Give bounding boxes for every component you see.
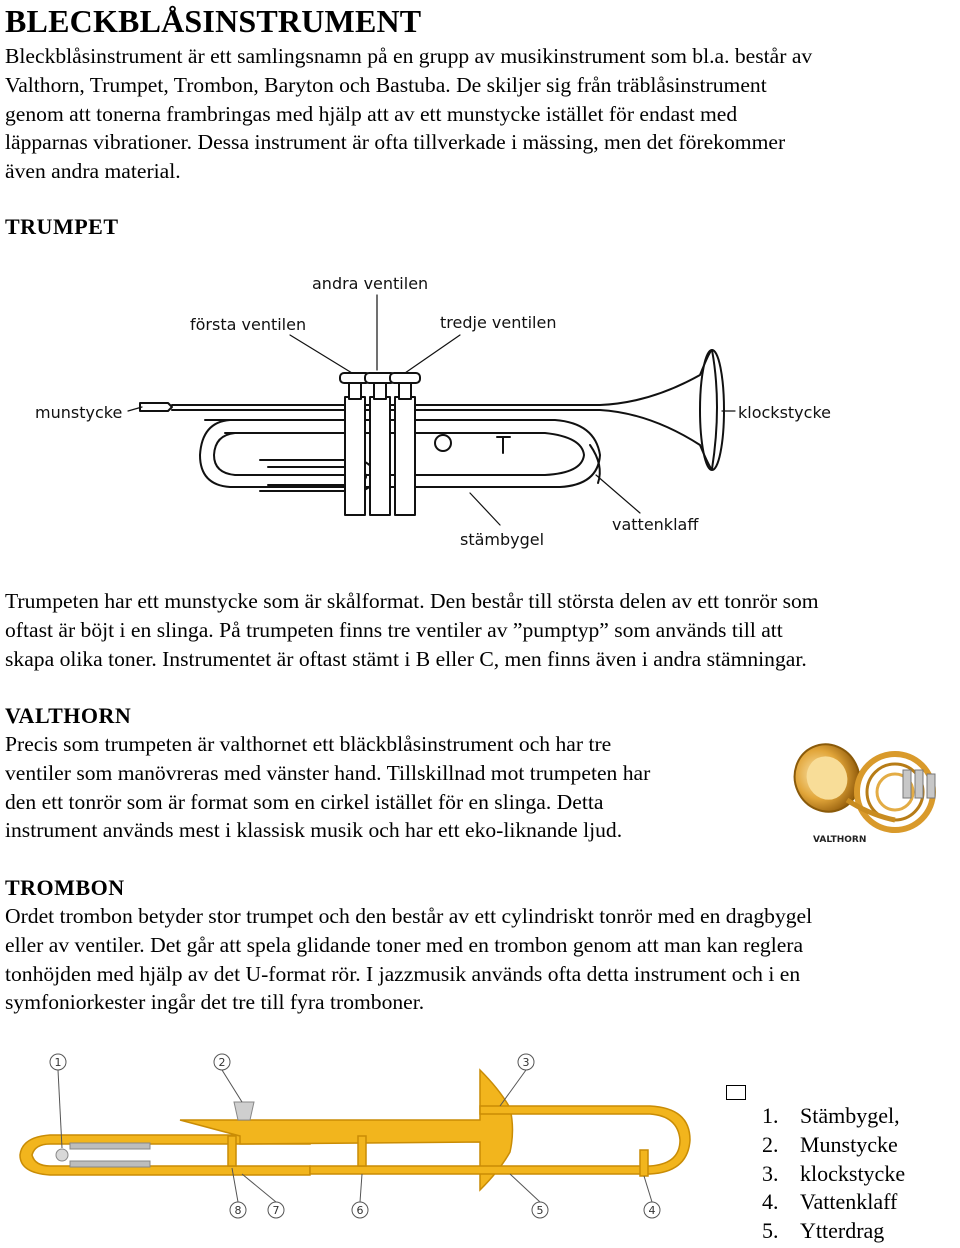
intro-line: genom att tonerna frambringas med hjälp att av ett munstycke istället för endast med	[5, 101, 738, 126]
trombon-line: eller av ventiler. Det går att spela glidande toner med en trombon genom att man kan reglera	[5, 932, 804, 957]
trombone-diagram	[10, 1040, 710, 1230]
valthorn-heading: VALTHORN	[5, 703, 132, 728]
valthorn-paragraph	[5, 730, 650, 845]
legend-item	[762, 1131, 905, 1160]
marker-5: 5	[536, 1204, 544, 1217]
trombon-line: Ordet trombon betyder stor trumpet och den består av ett cylindriskt tonrör med en dragbygel	[5, 904, 813, 928]
valthorn-image-caption: VALTHORN	[813, 835, 867, 845]
legend-item	[762, 1102, 905, 1131]
trombon-line: symfoniorkester ingår det tre till fyra tromboner.	[5, 990, 425, 1015]
legend-number: 3.	[762, 1160, 779, 1186]
trombone-legend	[762, 1102, 905, 1246]
legend-label: klockstycke	[800, 1160, 906, 1186]
label-tredje-ventilen: tredje ventilen	[440, 313, 557, 332]
valthorn-line: ventiler som manövreras med vänster hand. Tillskillnad mot trumpeten har	[5, 760, 651, 785]
intro-line: Valthorn, Trumpet, Trombon, Baryton och Bastuba. De skiljer sig från träblåsinstrument	[5, 72, 767, 97]
legend-item	[762, 1217, 905, 1246]
legend-item	[762, 1160, 905, 1189]
empty-checkbox-shape	[726, 1085, 746, 1100]
label-andra-ventilen: andra ventilen	[312, 274, 429, 293]
legend-label: Vattenklaff	[800, 1189, 898, 1215]
legend-label: Ytterdrag	[800, 1218, 885, 1244]
trombon-heading: TROMBON	[5, 875, 125, 900]
legend-number: 2.	[762, 1131, 779, 1157]
trumpet-heading: TRUMPET	[5, 214, 119, 239]
trumpet-paragraph	[5, 587, 819, 673]
legend-number: 4.	[762, 1189, 779, 1215]
valthorn-line: instrument används mest i klassisk musik och har ett eko-liknande ljud.	[5, 818, 623, 843]
legend-number: 5.	[762, 1218, 779, 1244]
intro-paragraph	[5, 42, 812, 186]
marker-3: 3	[522, 1056, 530, 1069]
trumpet-line: skapa olika toner. Instrumentet är oftast stämt i B eller C, men finns även i andra stämningar.	[5, 646, 807, 671]
marker-2: 2	[218, 1056, 226, 1069]
marker-6: 6	[356, 1204, 364, 1217]
legend-item	[762, 1188, 905, 1217]
marker-7: 7	[272, 1204, 280, 1217]
intro-line: även andra material.	[5, 159, 181, 184]
page-title: BLECKBLÅSINSTRUMENT	[5, 3, 422, 39]
marker-4: 4	[648, 1204, 656, 1217]
legend-label: Stämbygel,	[800, 1103, 900, 1128]
legend-label: Munstycke	[800, 1131, 898, 1157]
trombon-paragraph	[5, 902, 812, 1017]
label-klockstycke: klockstycke	[738, 403, 831, 422]
intro-line: läpparnas vibrationer. Dessa instrument är ofta tillverkade i mässing, men det förekommer	[5, 130, 786, 155]
label-forsta-ventilen: första ventilen	[190, 315, 307, 334]
valthorn-line: den ett tonrör som är format som en cirkel istället för en slinga. Detta	[5, 789, 604, 814]
valthorn-line: Precis som trumpeten är valthornet ett bläckblåsinstrument och har tre	[5, 732, 612, 756]
intro-line: Bleckblåsinstrument är ett samlingsnamn på en grupp av musikinstrument som bl.a. består av	[5, 44, 813, 68]
marker-1: 1	[54, 1056, 62, 1069]
marker-8: 8	[234, 1204, 242, 1217]
trumpet-line: Trumpeten har ett munstycke som är skålformat. Den består till största delen av ett tonrör som	[5, 589, 819, 613]
valthorn-image	[785, 730, 955, 860]
trombon-line: tonhöjden med hjälp av det U-format rör. I jazzmusik används ofta detta instrument och i en	[5, 961, 801, 986]
label-stambygel: stämbygel	[460, 530, 545, 549]
legend-number: 1.	[762, 1103, 779, 1128]
trumpet-line: oftast är böjt i en slinga. På trumpeten finns tre ventiler av ”pumptyp” som används till att	[5, 617, 783, 642]
label-munstycke: munstycke	[35, 403, 123, 422]
trumpet-diagram	[0, 255, 960, 565]
label-vattenklaff: vattenklaff	[612, 515, 699, 534]
